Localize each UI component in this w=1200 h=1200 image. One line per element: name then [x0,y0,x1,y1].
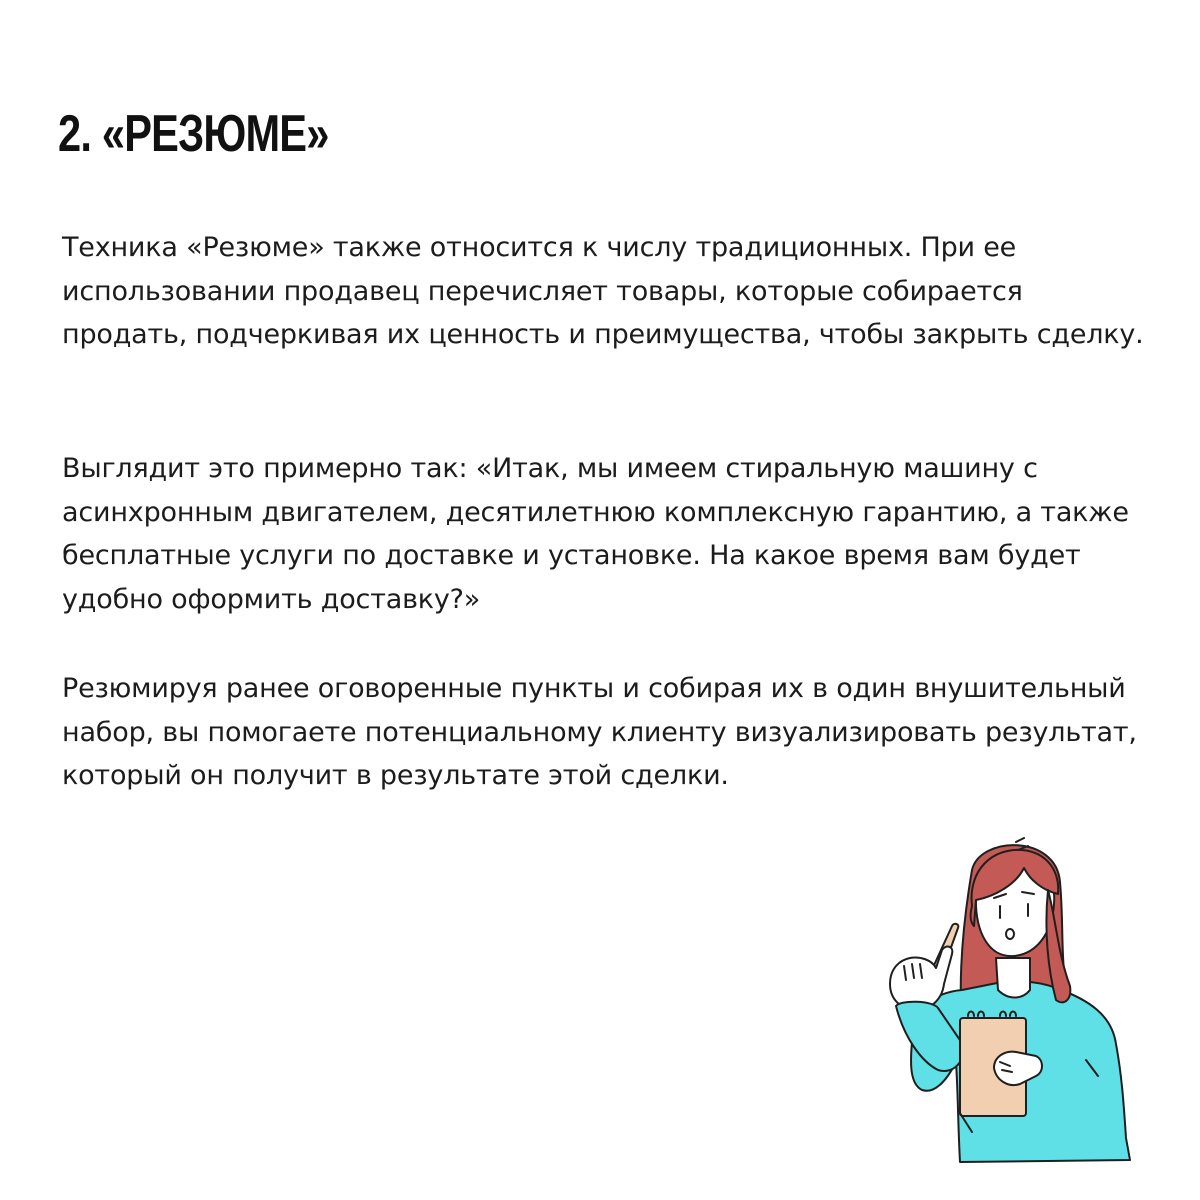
paragraph-intro: Техника «Резюме» также относится к числу традиционных. При ее использовании продавец перечисляет товары, которые собирается продать, подчеркивая их ценность и преимущества, чтобы закрыть сделку. [62,232,1144,350]
paragraph-example: Выглядит это примерно так: «Итак, мы имеем стиральную машину с асинхронным двигателем, десятилетнюю комплексную гарантию, а также бесплатные услуги по доставке и установке. На какое время вам будет удобно оформить доставку?» [62,453,1129,615]
paragraph-conclusion: Резюмируя ранее оговоренные пункты и собирая их в один внушительный набор, вы помогаете потенциальному клиенту визуализировать результат, который он получит в результате этой сделки. [62,673,1137,791]
page-title: 2. «РЕЗЮМЕ» [58,105,329,163]
thinking-woman-illustration [860,830,1180,1170]
neck [996,958,1030,998]
mouth [1006,929,1014,939]
